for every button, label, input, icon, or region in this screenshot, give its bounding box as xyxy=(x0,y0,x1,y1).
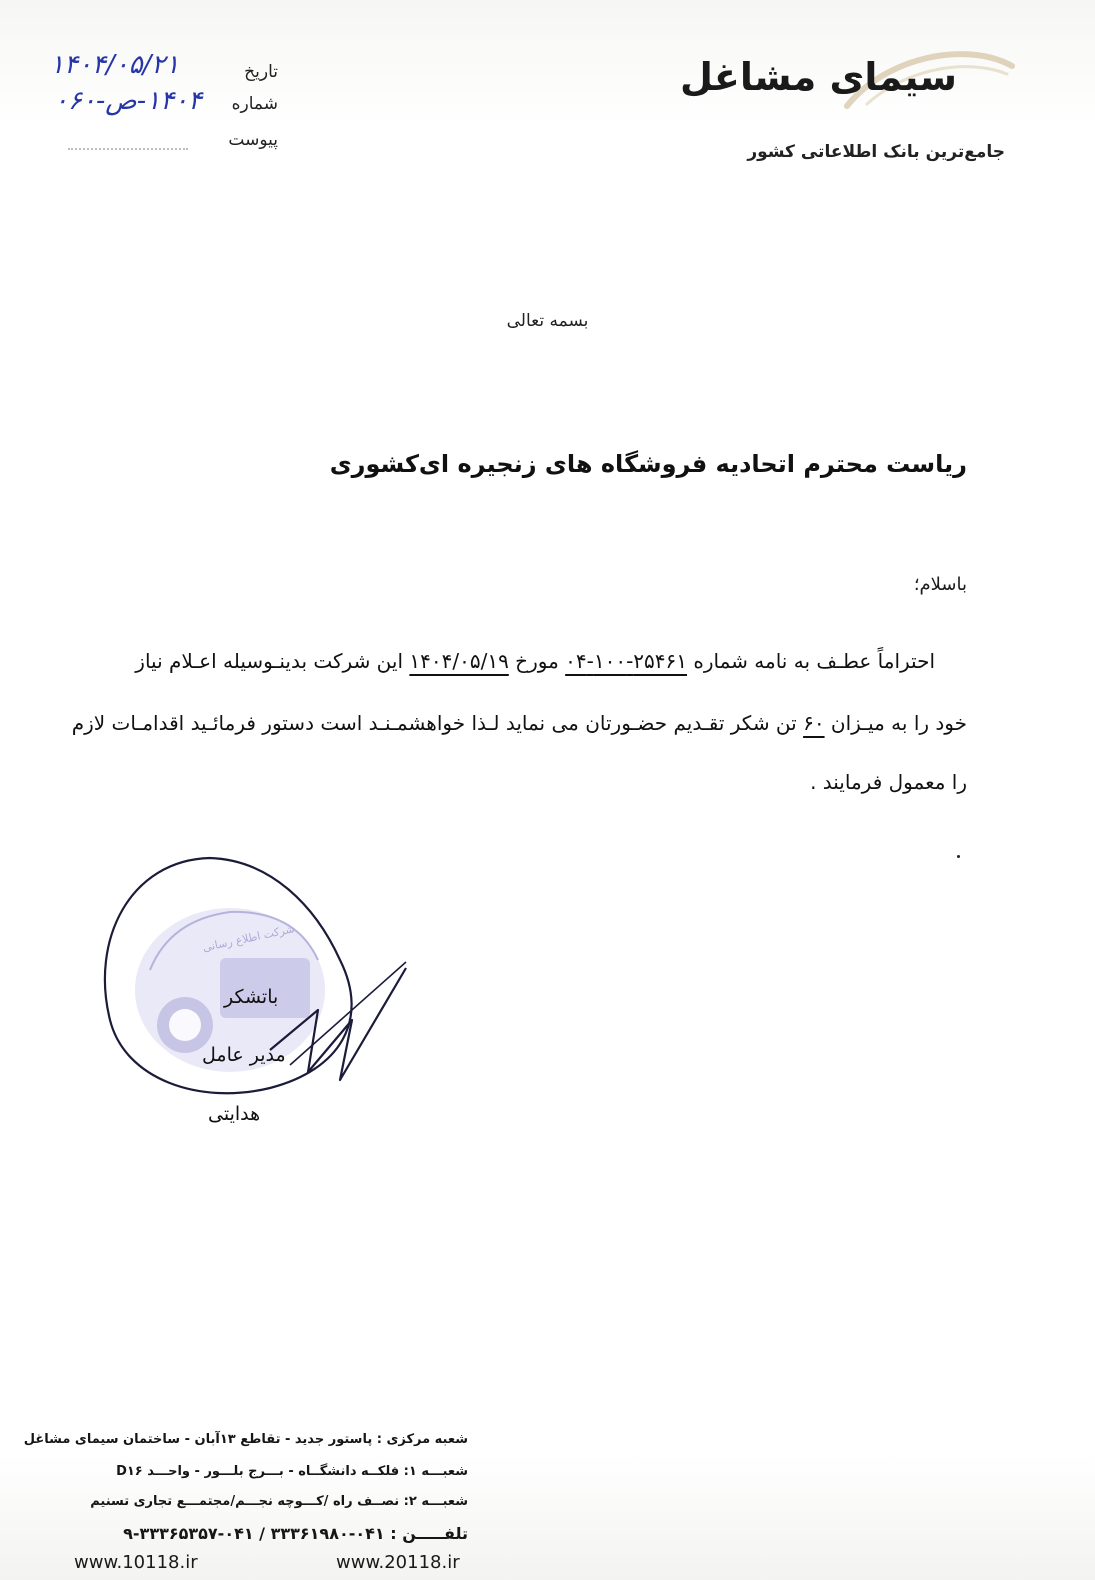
svg-text:شرکت اطلاع رسانی: شرکت اطلاع رسانی xyxy=(201,922,296,955)
logo-tagline: جامع‌ترین بانک اطلاعاتی کشور xyxy=(747,142,1005,162)
body-text: خود را به میـزان xyxy=(824,711,967,735)
footer-phones: تلفـــــن : ۰۴۱-۳۳۳۶۱۹۸۰ / ۰۴۱-۳۳۳۶۵۳۵۷-۹ xyxy=(123,1524,468,1543)
letter-meta xyxy=(48,50,278,160)
attachment-dotted-line xyxy=(68,148,188,150)
signature-title: مدیر عامل xyxy=(202,1044,286,1066)
reference-date: ۱۴۰۴/۰۵/۱۹ xyxy=(409,649,509,673)
stray-dot xyxy=(957,855,960,858)
logo-text: سیمای مشاغل xyxy=(679,55,957,99)
footer-central-branch: شعبه مرکزی : پاستور جدید - تقاطع ۱۳آبان - ساختمان سیمای مشاغل xyxy=(23,1432,468,1447)
recipient-heading: ریاست محترم اتحادیه فروشگاه های زنجیره ای‌کشوری xyxy=(329,450,967,478)
signature-thanks: باتشکر xyxy=(224,986,279,1008)
signature-area xyxy=(90,850,420,1150)
body-text: این شرکت بدینـوسیله اعـلام نیاز xyxy=(135,649,410,673)
attachment-label: پیوست xyxy=(228,130,278,150)
body-line-3: را معمول فرمایند . xyxy=(810,770,967,794)
footer-website-1[interactable]: www.10118.ir xyxy=(74,1552,198,1573)
body-line-2 xyxy=(72,711,967,735)
body-text: احتراماً عطـف به نامه شماره xyxy=(687,649,935,673)
date-label: تاریخ xyxy=(244,62,278,82)
footer xyxy=(23,1428,480,1578)
greeting: باسلام؛ xyxy=(913,574,967,595)
reference-number: ۲۵۴۶۱-۱۰۰-۰۴ xyxy=(565,649,688,673)
invocation: بسمه تعالی xyxy=(506,311,589,331)
body-line-1 xyxy=(135,649,935,673)
body-text: تن شکر تقـدیم حضـورتان می نماید لـذا خواهشمـنـد است دستور فرمائـید اقدامـات لازم xyxy=(71,711,804,735)
number-label: شماره xyxy=(231,94,278,114)
date-value: ۱۴۰۴/۰۵/۲۱ xyxy=(50,50,180,80)
footer-branch-1: شعبـــه ۱: فلکــه دانشگــاه - بـــرج بلـــور - واحـــد D۱۶ xyxy=(116,1464,468,1479)
number-value: ۱۴۰۴-ص-۰۶۰ xyxy=(54,86,202,116)
quantity-value: ۶۰ xyxy=(803,711,825,735)
footer-website-2[interactable]: www.20118.ir xyxy=(336,1552,460,1573)
signature-name: هدایتی xyxy=(208,1103,261,1125)
footer-branch-2: شعبـــه ۲: نصــف راه /کـــوچه نجـــم/مجتمـــع تجاری تسنیم xyxy=(90,1494,468,1509)
body-text: مورخ xyxy=(508,649,566,673)
